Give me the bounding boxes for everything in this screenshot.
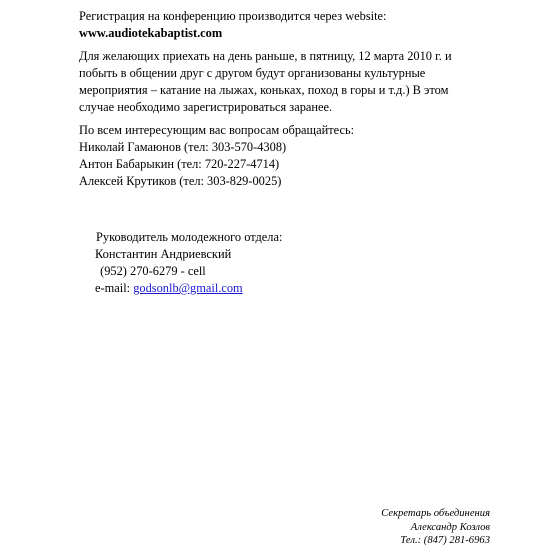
contact-person: Николай Гамаюнов (тел: 303-570-4308) [79, 140, 287, 154]
contacts-intro: По всем интересующим вас вопросам обращайтесь: [79, 123, 355, 137]
director-email-line [95, 280, 396, 297]
director-block [96, 229, 396, 297]
director-title: Руководитель молодежного отдела: [96, 230, 283, 244]
secretary-phone: Тел.: (847) 281-6963 [400, 535, 490, 546]
document-body [79, 8, 479, 190]
contact-person: Алексей Крутиков (тел: 303-829-0025) [79, 174, 282, 188]
registration-text: Регистрация на конференцию производится через website: [79, 9, 387, 23]
email-label: e-mail: [95, 281, 134, 295]
secretary-title: Секретарь объединения [381, 508, 490, 519]
website-text: www.audiotekabaptist.com [79, 26, 223, 40]
registration-paragraph [79, 8, 479, 42]
secretary-name: Александр Козлов [410, 521, 490, 533]
contacts-block [79, 122, 479, 190]
early-arrival-paragraph: Для желающих приехать на день раньше, в пятницу, 12 марта 2010 г. и побыть в общении друг с другом будут организованы культурные мероприятия – катание на лыжах, коньках, поход в горы и т.д.) В этом случае необходимо зарегистрироваться заранее. [79, 49, 452, 114]
email-link[interactable]: godsonlb@gmail.com [133, 281, 243, 295]
director-name: Константин Андриевский [95, 247, 232, 261]
director-phone: (952) 270-6279 - cell [97, 264, 206, 278]
contact-person: Антон Бабарыкин (тел: 720-227-4714) [79, 157, 280, 171]
secretary-signature [381, 507, 490, 548]
